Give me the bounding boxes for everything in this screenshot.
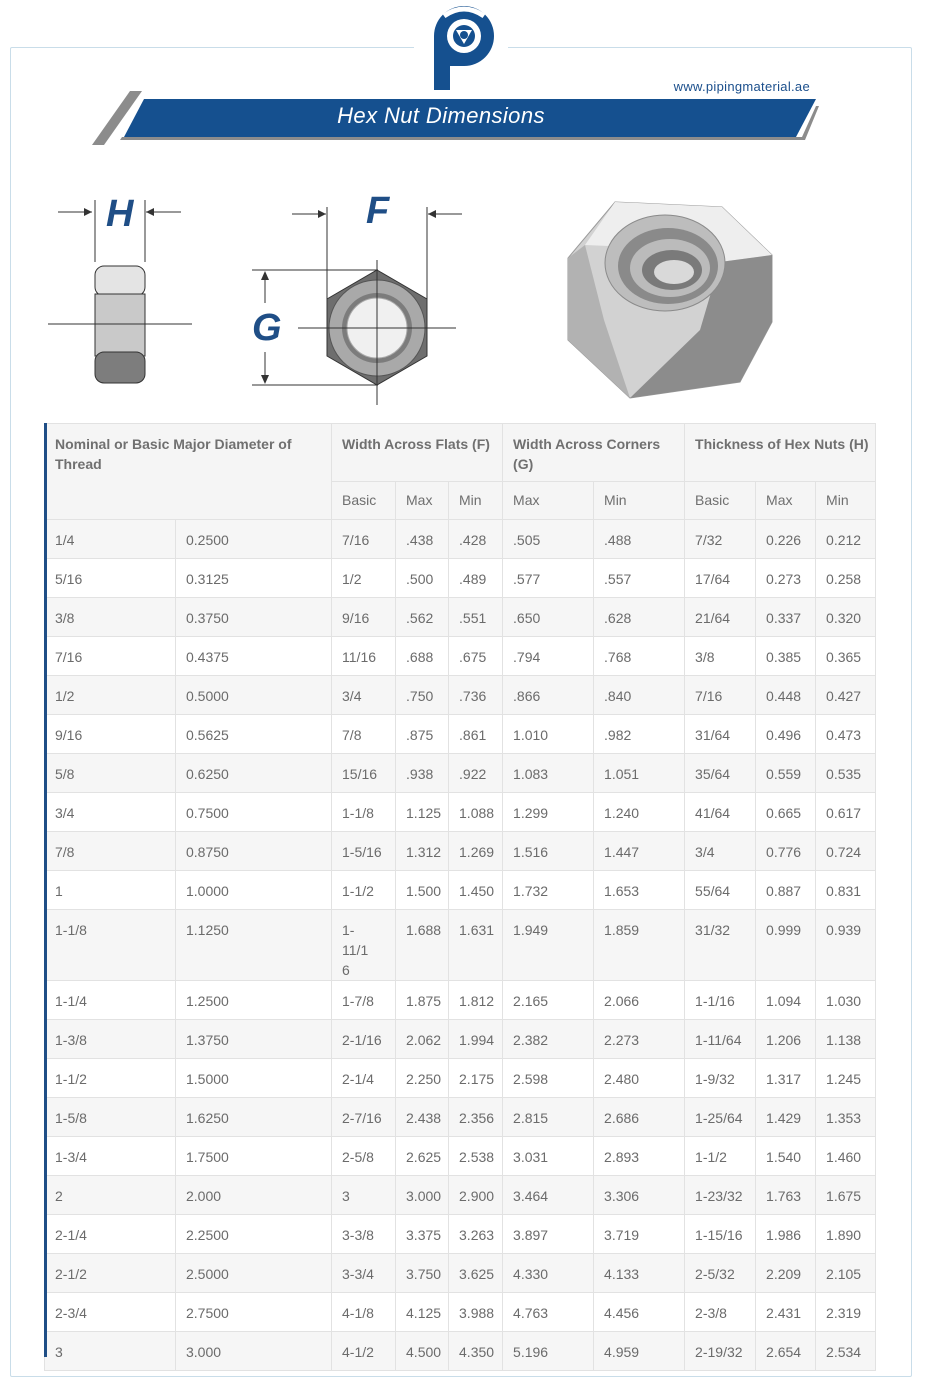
cell-nominal-fraction: 3/8 <box>45 598 176 637</box>
cell-thickness-min: 0.427 <box>816 676 876 715</box>
cell-corners-min: 1.051 <box>594 754 685 793</box>
cell-flats-min: .922 <box>449 754 503 793</box>
cell-thickness-min: 0.535 <box>816 754 876 793</box>
cell-corners-max: 2.165 <box>503 981 594 1020</box>
cell-flats-min: 2.900 <box>449 1176 503 1215</box>
cell-thickness-min: 0.617 <box>816 793 876 832</box>
cell-nominal-decimal: 3.000 <box>176 1332 332 1371</box>
cell-thickness-basic: 1-15/16 <box>685 1215 756 1254</box>
cell-flats-basic: 1-5/16 <box>332 832 396 871</box>
cell-nominal-decimal: 0.3750 <box>176 598 332 637</box>
cell-flats-max: 1.500 <box>396 871 449 910</box>
cell-thickness-basic: 1-23/32 <box>685 1176 756 1215</box>
hex-nut-dimensions-table <box>44 423 876 1371</box>
cell-nominal-fraction: 2-3/4 <box>45 1293 176 1332</box>
cell-nominal-fraction: 3/4 <box>45 793 176 832</box>
cell-thickness-max: 0.337 <box>756 598 816 637</box>
cell-thickness-min: 1.460 <box>816 1137 876 1176</box>
cell-nominal-decimal: 0.5000 <box>176 676 332 715</box>
cell-flats-min: 1.269 <box>449 832 503 871</box>
cell-nominal-fraction: 3 <box>45 1332 176 1371</box>
cell-thickness-min: 0.473 <box>816 715 876 754</box>
cell-corners-max: 1.299 <box>503 793 594 832</box>
table-row <box>45 1293 876 1332</box>
cell-flats-max: 3.750 <box>396 1254 449 1293</box>
cell-flats-min: 1.088 <box>449 793 503 832</box>
cell-nominal-fraction: 1/4 <box>45 520 176 559</box>
subheader-thickness-min: Min <box>816 482 876 520</box>
cell-thickness-max: 2.431 <box>756 1293 816 1332</box>
cell-nominal-fraction: 2-1/4 <box>45 1215 176 1254</box>
cell-thickness-min: 1.245 <box>816 1059 876 1098</box>
cell-flats-min: 1.631 <box>449 910 503 981</box>
header-nominal-diameter: Nominal or Basic Major Diameter of Thread <box>45 424 332 520</box>
cell-thickness-basic: 17/64 <box>685 559 756 598</box>
cell-flats-min: .428 <box>449 520 503 559</box>
cell-nominal-decimal: 1.5000 <box>176 1059 332 1098</box>
cell-flats-min: .861 <box>449 715 503 754</box>
cell-flats-basic: 1/2 <box>332 559 396 598</box>
cell-flats-max: 4.125 <box>396 1293 449 1332</box>
cell-flats-min: 3.263 <box>449 1215 503 1254</box>
cell-flats-min: .551 <box>449 598 503 637</box>
cell-nominal-decimal: 1.7500 <box>176 1137 332 1176</box>
cell-flats-max: 1.125 <box>396 793 449 832</box>
cell-thickness-basic: 2-3/8 <box>685 1293 756 1332</box>
cell-corners-max: 1.010 <box>503 715 594 754</box>
cell-flats-max: .750 <box>396 676 449 715</box>
cell-flats-max: .938 <box>396 754 449 793</box>
cell-flats-basic: 3/4 <box>332 676 396 715</box>
cell-corners-min: 3.719 <box>594 1215 685 1254</box>
cell-flats-basic: 3-3/4 <box>332 1254 396 1293</box>
cell-nominal-decimal: 1.6250 <box>176 1098 332 1137</box>
cell-corners-max: 5.196 <box>503 1332 594 1371</box>
cell-flats-basic: 2-7/16 <box>332 1098 396 1137</box>
cell-nominal-decimal: 0.3125 <box>176 559 332 598</box>
cell-thickness-max: 0.776 <box>756 832 816 871</box>
cell-thickness-basic: 3/8 <box>685 637 756 676</box>
cell-thickness-max: 2.654 <box>756 1332 816 1371</box>
cell-corners-min: 4.959 <box>594 1332 685 1371</box>
cell-corners-min: 2.066 <box>594 981 685 1020</box>
cell-nominal-fraction: 1-3/4 <box>45 1137 176 1176</box>
cell-nominal-fraction: 2-1/2 <box>45 1254 176 1293</box>
cell-nominal-decimal: 2.5000 <box>176 1254 332 1293</box>
header-width-across-flats: Width Across Flats (F) <box>332 424 503 482</box>
cell-corners-max: 3.464 <box>503 1176 594 1215</box>
cell-thickness-max: 0.999 <box>756 910 816 981</box>
cell-nominal-decimal: 2.7500 <box>176 1293 332 1332</box>
cell-thickness-min: 1.890 <box>816 1215 876 1254</box>
cell-corners-min: 4.456 <box>594 1293 685 1332</box>
table-row <box>45 910 876 981</box>
cell-corners-max: 2.382 <box>503 1020 594 1059</box>
table-row <box>45 1098 876 1137</box>
cell-nominal-fraction: 1-3/8 <box>45 1020 176 1059</box>
table-row <box>45 676 876 715</box>
subheader-corners-min: Min <box>594 482 685 520</box>
cell-thickness-max: 1.317 <box>756 1059 816 1098</box>
cell-corners-min: .628 <box>594 598 685 637</box>
cell-nominal-decimal: 1.3750 <box>176 1020 332 1059</box>
cell-thickness-max: 0.273 <box>756 559 816 598</box>
cell-thickness-min: 2.319 <box>816 1293 876 1332</box>
cell-flats-basic: 15/16 <box>332 754 396 793</box>
cell-flats-max: 3.000 <box>396 1176 449 1215</box>
dimension-label-g: G <box>252 307 282 349</box>
hex-nut-photo <box>568 202 772 398</box>
cell-nominal-fraction: 1-1/8 <box>45 910 176 981</box>
cell-thickness-basic: 1-1/2 <box>685 1137 756 1176</box>
table-row <box>45 793 876 832</box>
cell-corners-min: 1.859 <box>594 910 685 981</box>
table-row <box>45 559 876 598</box>
subheader-flats-basic: Basic <box>332 482 396 520</box>
cell-flats-basic: 3 <box>332 1176 396 1215</box>
cell-nominal-fraction: 7/8 <box>45 832 176 871</box>
cell-thickness-min: 0.831 <box>816 871 876 910</box>
cell-flats-max: 1.688 <box>396 910 449 981</box>
cell-corners-max: .866 <box>503 676 594 715</box>
cell-thickness-basic: 1-25/64 <box>685 1098 756 1137</box>
cell-flats-min: 3.988 <box>449 1293 503 1332</box>
cell-thickness-basic: 1-1/16 <box>685 981 756 1020</box>
cell-flats-min: 2.538 <box>449 1137 503 1176</box>
cell-flats-max: .688 <box>396 637 449 676</box>
cell-nominal-fraction: 5/8 <box>45 754 176 793</box>
cell-nominal-decimal: 0.8750 <box>176 832 332 871</box>
table-row <box>45 754 876 793</box>
cell-flats-max: 1.312 <box>396 832 449 871</box>
table-row <box>45 981 876 1020</box>
cell-flats-basic: 1-11/16 <box>332 910 396 981</box>
brand-logo[interactable] <box>414 6 508 90</box>
cell-flats-basic: 7/16 <box>332 520 396 559</box>
cell-thickness-min: 2.105 <box>816 1254 876 1293</box>
cell-flats-min: .675 <box>449 637 503 676</box>
cell-thickness-basic: 35/64 <box>685 754 756 793</box>
cell-thickness-basic: 2-5/32 <box>685 1254 756 1293</box>
cell-flats-max: 2.438 <box>396 1098 449 1137</box>
subheader-corners-max: Max <box>503 482 594 520</box>
cell-flats-basic: 1-7/8 <box>332 981 396 1020</box>
cell-flats-basic: 11/16 <box>332 637 396 676</box>
cell-corners-min: 3.306 <box>594 1176 685 1215</box>
cell-nominal-decimal: 0.7500 <box>176 793 332 832</box>
cell-nominal-fraction: 2 <box>45 1176 176 1215</box>
cell-flats-min: 4.350 <box>449 1332 503 1371</box>
cell-flats-max: 2.250 <box>396 1059 449 1098</box>
cell-flats-max: 4.500 <box>396 1332 449 1371</box>
cell-nominal-fraction: 9/16 <box>45 715 176 754</box>
cell-thickness-min: 1.353 <box>816 1098 876 1137</box>
cell-corners-max: 1.949 <box>503 910 594 981</box>
cell-flats-basic: 7/8 <box>332 715 396 754</box>
cell-thickness-max: 1.986 <box>756 1215 816 1254</box>
table-row <box>45 871 876 910</box>
cell-flats-basic: 4-1/2 <box>332 1332 396 1371</box>
cell-thickness-max: 0.226 <box>756 520 816 559</box>
cell-thickness-min: 0.724 <box>816 832 876 871</box>
cell-nominal-decimal: 2.2500 <box>176 1215 332 1254</box>
cell-flats-max: 2.625 <box>396 1137 449 1176</box>
cell-flats-min: 3.625 <box>449 1254 503 1293</box>
cell-thickness-max: 0.665 <box>756 793 816 832</box>
cell-flats-basic: 9/16 <box>332 598 396 637</box>
cell-flats-basic: 1-1/8 <box>332 793 396 832</box>
table-body <box>45 520 876 1371</box>
cell-nominal-decimal: 1.1250 <box>176 910 332 981</box>
cell-corners-max: .794 <box>503 637 594 676</box>
cell-nominal-fraction: 1-5/8 <box>45 1098 176 1137</box>
cell-thickness-min: 0.939 <box>816 910 876 981</box>
cell-nominal-fraction: 1/2 <box>45 676 176 715</box>
cell-corners-max: 1.732 <box>503 871 594 910</box>
cell-thickness-basic: 31/64 <box>685 715 756 754</box>
cell-flats-max: .875 <box>396 715 449 754</box>
cell-nominal-fraction: 1-1/2 <box>45 1059 176 1098</box>
cell-thickness-basic: 31/32 <box>685 910 756 981</box>
cell-thickness-basic: 1-9/32 <box>685 1059 756 1098</box>
table-row <box>45 1332 876 1371</box>
table-row <box>45 832 876 871</box>
cell-nominal-decimal: 0.6250 <box>176 754 332 793</box>
subheader-flats-min: Min <box>449 482 503 520</box>
cell-corners-max: 4.330 <box>503 1254 594 1293</box>
cell-flats-min: 1.994 <box>449 1020 503 1059</box>
cell-thickness-max: 0.448 <box>756 676 816 715</box>
cell-corners-min: 4.133 <box>594 1254 685 1293</box>
table-row <box>45 1020 876 1059</box>
cell-flats-min: 1.812 <box>449 981 503 1020</box>
cell-thickness-max: 0.559 <box>756 754 816 793</box>
cell-corners-min: 2.480 <box>594 1059 685 1098</box>
cell-corners-max: 2.598 <box>503 1059 594 1098</box>
cell-corners-max: 2.815 <box>503 1098 594 1137</box>
header-thickness: Thickness of Hex Nuts (H) <box>685 424 876 482</box>
header-width-across-corners: Width Across Corners (G) <box>503 424 685 482</box>
cell-thickness-max: 1.763 <box>756 1176 816 1215</box>
cell-nominal-fraction: 5/16 <box>45 559 176 598</box>
dimension-label-f: F <box>366 190 390 232</box>
cell-nominal-decimal: 2.000 <box>176 1176 332 1215</box>
cell-thickness-max: 1.206 <box>756 1020 816 1059</box>
cell-corners-min: 1.240 <box>594 793 685 832</box>
cell-corners-min: 2.686 <box>594 1098 685 1137</box>
cell-flats-basic: 2-5/8 <box>332 1137 396 1176</box>
cell-corners-max: 3.031 <box>503 1137 594 1176</box>
cell-flats-max: .438 <box>396 520 449 559</box>
cell-corners-min: .768 <box>594 637 685 676</box>
cell-flats-max: 2.062 <box>396 1020 449 1059</box>
page-title: Hex Nut Dimensions <box>337 103 545 128</box>
cell-thickness-min: 0.258 <box>816 559 876 598</box>
cell-flats-basic: 2-1/16 <box>332 1020 396 1059</box>
cell-corners-min: 2.893 <box>594 1137 685 1176</box>
cell-corners-min: 1.447 <box>594 832 685 871</box>
cell-thickness-min: 2.534 <box>816 1332 876 1371</box>
cell-thickness-min: 0.212 <box>816 520 876 559</box>
cell-flats-basic: 3-3/8 <box>332 1215 396 1254</box>
cell-corners-max: .577 <box>503 559 594 598</box>
table-row <box>45 1059 876 1098</box>
hex-nut-diagram <box>0 175 925 415</box>
subheader-thickness-max: Max <box>756 482 816 520</box>
logo-mark-icon <box>414 6 508 90</box>
cell-corners-max: .505 <box>503 520 594 559</box>
cell-corners-max: 1.083 <box>503 754 594 793</box>
subheader-thickness-basic: Basic <box>685 482 756 520</box>
cell-corners-min: .557 <box>594 559 685 598</box>
cell-corners-max: 4.763 <box>503 1293 594 1332</box>
cell-thickness-basic: 55/64 <box>685 871 756 910</box>
cell-thickness-min: 1.030 <box>816 981 876 1020</box>
table-row <box>45 1254 876 1293</box>
cell-flats-basic: 2-1/4 <box>332 1059 396 1098</box>
table-accent-bar <box>44 423 47 1357</box>
table-row <box>45 598 876 637</box>
cell-nominal-fraction: 7/16 <box>45 637 176 676</box>
cell-nominal-decimal: 1.2500 <box>176 981 332 1020</box>
cell-corners-max: 1.516 <box>503 832 594 871</box>
cell-corners-min: .840 <box>594 676 685 715</box>
table-row <box>45 715 876 754</box>
table-row <box>45 1215 876 1254</box>
cell-thickness-basic: 7/32 <box>685 520 756 559</box>
cell-thickness-basic: 1-11/64 <box>685 1020 756 1059</box>
cell-flats-max: .500 <box>396 559 449 598</box>
table-row <box>45 520 876 559</box>
cell-flats-max: 1.875 <box>396 981 449 1020</box>
cell-flats-min: .489 <box>449 559 503 598</box>
cell-flats-min: 1.450 <box>449 871 503 910</box>
cell-thickness-basic: 7/16 <box>685 676 756 715</box>
cell-thickness-max: 1.429 <box>756 1098 816 1137</box>
cell-thickness-max: 1.540 <box>756 1137 816 1176</box>
cell-corners-min: 2.273 <box>594 1020 685 1059</box>
cell-thickness-max: 1.094 <box>756 981 816 1020</box>
cell-thickness-min: 1.138 <box>816 1020 876 1059</box>
cell-nominal-decimal: 1.0000 <box>176 871 332 910</box>
cell-thickness-min: 1.675 <box>816 1176 876 1215</box>
cell-corners-min: .982 <box>594 715 685 754</box>
cell-thickness-max: 0.496 <box>756 715 816 754</box>
cell-nominal-fraction: 1 <box>45 871 176 910</box>
table-row <box>45 1176 876 1215</box>
cell-thickness-basic: 41/64 <box>685 793 756 832</box>
cell-thickness-max: 0.887 <box>756 871 816 910</box>
cell-flats-min: 2.356 <box>449 1098 503 1137</box>
cell-corners-max: 3.897 <box>503 1215 594 1254</box>
cell-flats-basic: 4-1/8 <box>332 1293 396 1332</box>
cell-corners-min: 1.653 <box>594 871 685 910</box>
subheader-flats-max: Max <box>396 482 449 520</box>
cell-flats-min: .736 <box>449 676 503 715</box>
cell-nominal-fraction: 1-1/4 <box>45 981 176 1020</box>
cell-thickness-max: 2.209 <box>756 1254 816 1293</box>
cell-flats-min: 2.175 <box>449 1059 503 1098</box>
cell-flats-max: .562 <box>396 598 449 637</box>
top-view-drawing <box>252 207 462 405</box>
cell-thickness-basic: 2-19/32 <box>685 1332 756 1371</box>
cell-nominal-decimal: 0.5625 <box>176 715 332 754</box>
cell-thickness-basic: 3/4 <box>685 832 756 871</box>
cell-thickness-max: 0.385 <box>756 637 816 676</box>
cell-nominal-decimal: 0.4375 <box>176 637 332 676</box>
website-url[interactable]: www.pipingmaterial.ae <box>673 79 810 94</box>
cell-corners-min: .488 <box>594 520 685 559</box>
cell-flats-basic: 1-1/2 <box>332 871 396 910</box>
table-row <box>45 637 876 676</box>
dimension-label-h: H <box>106 193 134 235</box>
cell-thickness-min: 0.365 <box>816 637 876 676</box>
cell-corners-max: .650 <box>503 598 594 637</box>
cell-nominal-decimal: 0.2500 <box>176 520 332 559</box>
cell-thickness-basic: 21/64 <box>685 598 756 637</box>
table-row <box>45 1137 876 1176</box>
cell-flats-max: 3.375 <box>396 1215 449 1254</box>
cell-thickness-min: 0.320 <box>816 598 876 637</box>
